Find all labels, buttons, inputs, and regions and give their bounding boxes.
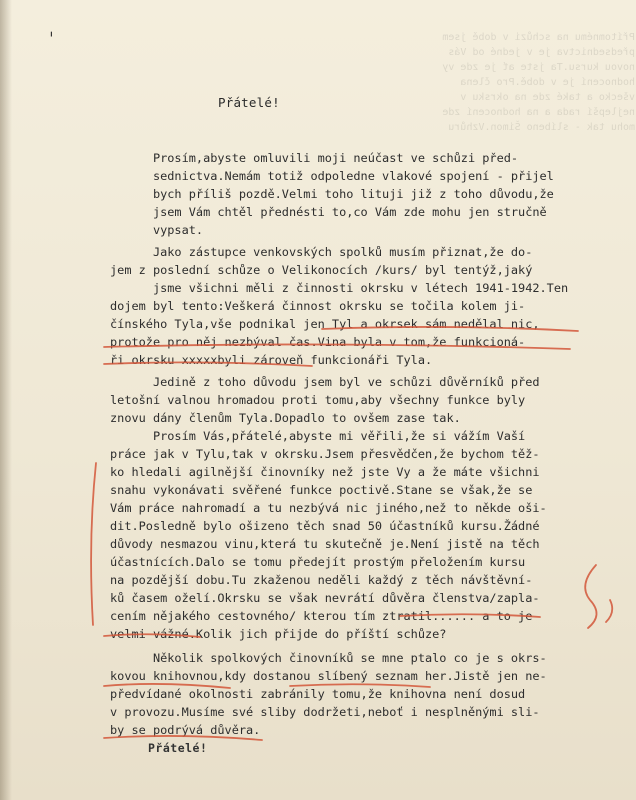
pencil-tick-mark: ˌ	[46, 18, 57, 39]
letter-line: ků časem oželí.Okrsku se však nevrátí důvěra členstva/zapla-	[110, 591, 540, 605]
letter-line: jsme všichni měli z činnosti okrsku v létech 1941-1942.Ten	[110, 281, 569, 295]
letter-line: bych příliš pozdě.Velmi toho lituji již z toho důvodu,že	[110, 187, 562, 201]
letter-line: práce jak v Tylu,tak v okrsku.Jsem přesvědčen,že bychom těž-	[110, 447, 540, 461]
letter-line: dit.Posledně bylo ošizeno těch snad 50 účastníků kursu.Žádné	[110, 519, 540, 533]
underline-mark	[290, 684, 430, 687]
letter-line: protože pro něj nezbýval čas.Vina byla v tom,že funkcioná-	[110, 335, 526, 349]
letter-line: znovu dány členům Tyla.Dopadlo to ovšem zase tak.	[110, 411, 461, 425]
underline-mark	[400, 614, 540, 617]
letter-line: Prosím,abyste omluvili moji neúčast ve schůzi před-	[110, 151, 519, 165]
letter-line: Jako zástupce venkovských spolků musím přiznat,že do-	[110, 245, 533, 259]
letter-salutation: Přátelé!	[218, 95, 280, 110]
letter-line: kovou knihovnou,kdy dostanou slíbený seznam her.Jistě jen ne-	[110, 669, 547, 683]
margin-squiggle	[585, 565, 596, 628]
letter-line: předvídané okolnosti zabránily tomu,že knihovna není dosud	[110, 687, 526, 701]
letter-line: sednictva.Nemám totiž odpoledne vlakové spojení - přijel	[110, 169, 554, 183]
letter-line: účastnících.Dalo se tomu předejít prostým přeložením kursu	[110, 555, 526, 569]
letter-line: jsem Vám chtěl přednésti to,co Vám zde mohu jen stručně	[110, 205, 547, 219]
letter-line: jem z poslední schůze o Velikonocích /kurs/ byl tentýž,jaký	[110, 263, 533, 277]
letter-line: na pozdější dobu.Tu zkaženou neděli každý z těch návštěvní-	[110, 573, 533, 587]
letter-line: Několik spolkových činovníků se mne ptalo co je s okrs-	[110, 651, 547, 665]
margin-bracket	[91, 463, 96, 625]
letter-line: v provozu.Musíme své sliby dodržeti,neboť i nesplněnými sli-	[110, 705, 540, 719]
letter-line: dojem byl tento:Veškerá činnost okrsku se točila kolem ji-	[110, 299, 526, 313]
margin-squiggle	[606, 600, 612, 622]
underline-mark	[104, 344, 570, 349]
letter-line: velmi vážné.Kolik jich přijde do příští schůze?	[110, 627, 447, 641]
letter-line: Prosím Vás,přátelé,abyste mi věřili,že si vážím Vaší	[110, 429, 526, 443]
letter-line: ři okrsku xxxxxbyli zároveň funkcionáři Tyla.	[110, 353, 433, 367]
struck-out-closing: Přátelé!	[148, 741, 208, 755]
underline-mark	[104, 362, 312, 366]
letter-line: letošní valnou hromadou proti tomu,aby všechny funkce byly	[110, 393, 526, 407]
letter-line: čínského Tyla,vše podnikal jen Tyl a okrsek sám nedělal nic,	[110, 317, 540, 331]
letter-line: snahu vykonávati svěřené funkce poctivě.Stane se však,že se	[110, 483, 533, 497]
underline-mark	[322, 327, 578, 331]
letter-line: by se podrývá důvěra.	[110, 723, 261, 737]
letter-line: cením nějakého cestovného/ kterou tím ztratil...... a to je	[110, 609, 533, 623]
underline-mark	[104, 736, 262, 740]
underline-mark	[104, 684, 230, 688]
underline-mark	[104, 634, 200, 637]
letter-line: vypsat.	[110, 223, 204, 237]
letter-line: Vám práce nahromadí a tu nezbývá nic jiného,než to někde oši-	[110, 501, 547, 515]
letter-line: důvody nesmazou vinu,která tu skutečně je.Není jistě na těch	[110, 537, 540, 551]
bleed-through-text: Přítomnému na schůzi v době jsem předsednictva je v jedné od Vás novou kursu.Ta jste ať je zde vy hodnocení je v době.Pro člena všecko a také zde na okrsku v nejlepší rada a na hodnocení zde mohu tak - slíbeno Šimon.Vzhůru	[442, 32, 635, 133]
letter-line: ko hledali agilnější činovníky než jste Vy a že máte všichni	[110, 465, 540, 479]
letter-line: Jedině z toho důvodu jsem byl ve schůzi důvěrníků před	[110, 375, 540, 389]
